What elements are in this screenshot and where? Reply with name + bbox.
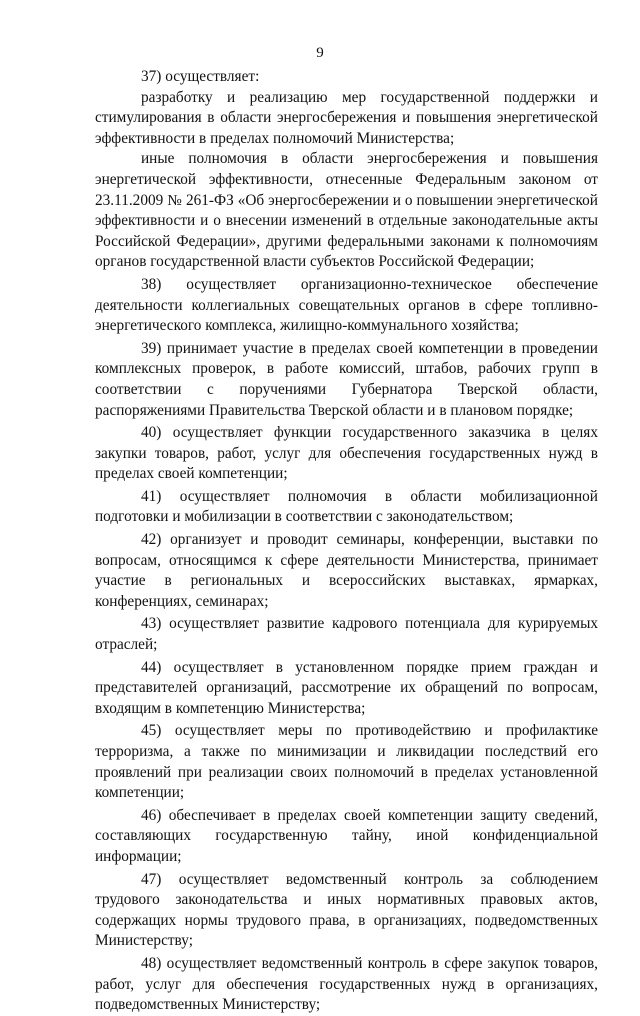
paragraph-item-47: 47) осуществляет ведомственный контроль за соблюдением трудового законодательства и иных нормативных правовых актов, содержащих нормы трудового права, в организациях, подведомственных Министерству;: [95, 870, 598, 950]
paragraph-item-44: 44) осуществляет в установленном порядке прием граждан и представителей организаций, рассмотрение их обращений по вопросам, входящим в компетенцию Министерства;: [95, 658, 598, 717]
document-body: [95, 67, 598, 1016]
paragraph-item-40: 40) осуществляет функции государственного заказчика в целях закупки товаров, работ, услуг для обеспечения государственных нужд в пределах своей компетенции;: [95, 424, 598, 483]
paragraph-item-42: 42) организует и проводит семинары, конференции, выставки по вопросам, относящимся к сфере деятельности Министерства, принимает участие в региональных и всероссийских выставках, ярмарках, конференциях, семинарах;: [95, 531, 598, 610]
paragraph-item-45: 45) осуществляет меры по противодействию и профилактике терроризма, а также по минимизации и ликвидации последствий его проявлений при реализации своих полномочий в пределах установленной компетенции;: [95, 722, 598, 802]
paragraph-subitem-other-powers: иные полномочия в области энергосбережения и повышения энергетической эффективности, отнесенные Федеральным законом от 23.11.2009 № 261-ФЗ «Об энергосбережении и о повышении энергетической эффективности и о внесении изменений в отдельные законодательные акты Российской Федерации», другими федеральными законами к полномочиям органов государственной власти субъектов Российской Федерации;: [95, 150, 598, 271]
paragraph-item-37: 37) осуществляет:: [141, 68, 260, 85]
paragraph-item-48: 48) осуществляет ведомственный контроль в сфере закупок товаров, работ, услуг для обеспечения государственных нужд в организациях, подведомственных Министерству;: [95, 954, 598, 1014]
paragraph-item-41: 41) осуществляет полномочия в области мобилизационной подготовки и мобилизации в соответствии с законодательством;: [95, 487, 598, 526]
paragraph-item-38: 38) осуществляет организационно-техническое обеспечение деятельности коллегиальных совещательных органов в сфере топливно-энергетического комплекса, жилищно-коммунального хозяйства;: [95, 275, 598, 335]
page-number: 9: [316, 45, 324, 61]
paragraph-item-43: 43) осуществляет развитие кадрового потенциала для курируемых отраслей;: [95, 615, 598, 654]
paragraph-item-39: 39) принимает участие в пределах своей компетенции в проведении комплексных проверок, в работе комиссий, штабов, рабочих групп в соответствии с поручениями Губернатора Тверской области, распоряжениями Правительства Тверской области и в плановом порядке;: [95, 339, 598, 419]
paragraph-subitem-support-measures: разработку и реализацию мер государственной поддержки и стимулирования в области энергосбережения и повышения энергетической эффективности в пределах полномочий Министерства;: [95, 88, 598, 147]
paragraph-item-46: 46) обеспечивает в пределах своей компетенции защиту сведений, составляющих государственную тайну, иной конфиденциальной информации;: [95, 806, 598, 865]
